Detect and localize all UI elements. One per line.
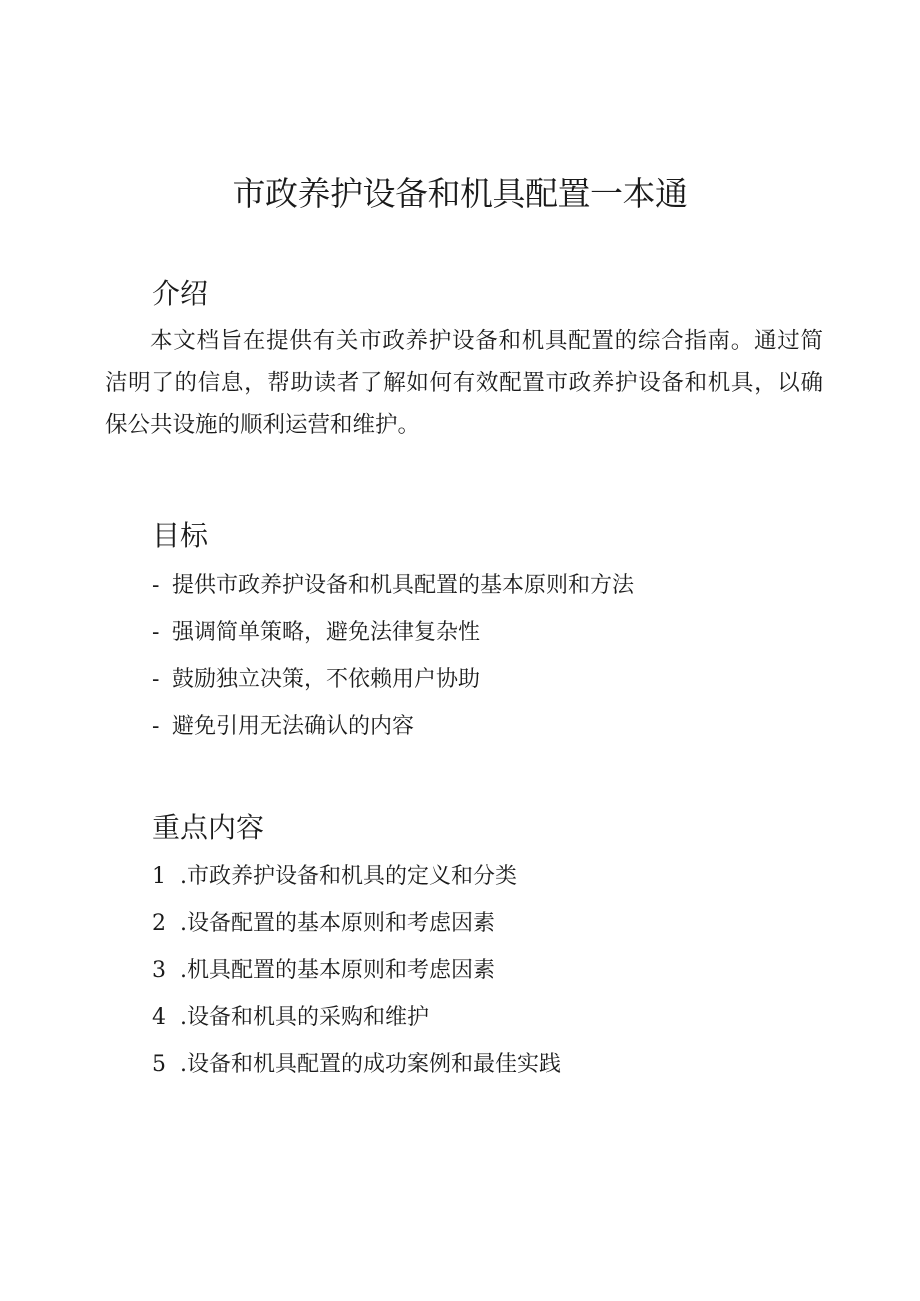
list-item-text: 强调简单策略，避免法律复杂性 [172,620,481,645]
key-content-list-item [152,853,561,900]
key-content-list-item [152,1041,561,1088]
key-content-heading: 重点内容 [152,811,265,844]
list-item-text: 鼓励独立决策，不依赖用户协助 [172,667,481,692]
list-item-text: 避免引用无法确认的内容 [172,714,415,739]
goals-list-item [152,703,634,750]
list-bullet: - [152,573,160,598]
list-item-text: 提供市政养护设备和机具配置的基本原则和方法 [172,573,635,598]
list-bullet: - [152,667,160,692]
goals-list-item [152,562,634,609]
intro-paragraph: 本文档旨在提供有关市政养护设备和机具配置的综合指南。通过简洁明了的信息，帮助读者了解如何有效配置市政养护设备和机具，以确保公共设施的顺利运营和维护。 [105,328,823,438]
key-content-list [152,853,561,1088]
goals-list-item [152,656,634,703]
goals-heading: 目标 [152,519,209,552]
goals-list-item [152,609,634,656]
document-title: 市政养护设备和机具配置一本通 [232,174,688,213]
key-content-list-item [152,900,561,947]
list-item-text: .设备配置的基本原则和考虑因素 [180,911,495,936]
goals-list [152,562,634,750]
list-item-text: .机具配置的基本原则和考虑因素 [180,958,495,983]
list-number: 3 [152,958,166,983]
list-number: 1 [152,864,166,889]
list-item-text: .设备和机具的采购和维护 [180,1005,429,1030]
key-content-list-item [152,994,561,1041]
list-number: 2 [152,911,166,936]
list-bullet: - [152,620,160,645]
list-bullet: - [152,714,160,739]
list-number: 4 [152,1005,166,1030]
list-item-text: .设备和机具配置的成功案例和最佳实践 [180,1052,561,1077]
list-number: 5 [152,1052,166,1077]
key-content-list-item [152,947,561,994]
intro-heading: 介绍 [152,277,209,310]
list-item-text: .市政养护设备和机具的定义和分类 [180,864,517,889]
